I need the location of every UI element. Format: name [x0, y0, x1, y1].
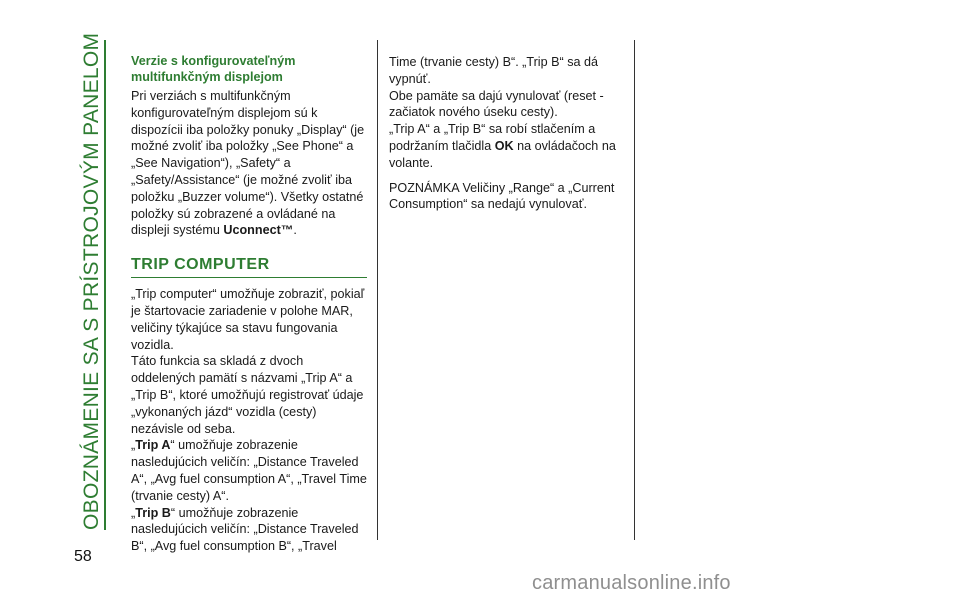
side-tab-label: OBOZNÁMENIE SA S PRÍSTROJOVÝM PANELOM: [80, 32, 103, 530]
trip-b-label: Trip B: [135, 505, 171, 520]
page-number: 58: [74, 548, 92, 565]
side-tab: [78, 32, 106, 530]
paragraph-text: “ umožňuje zobrazenie nasledujúcich veličín: „Distance Traveled A“, „Avg fuel consumption A“, „Travel Time (trvanie cesty) A“.: [131, 438, 367, 503]
paragraph-ok-button: [389, 121, 625, 171]
paragraph-memories: Táto funkcia sa skladá z dvoch oddelených pamätí s názvami „Trip A“ a „Trip B“, ktoré umožňujú registrovať údaje „vykonaných jázd“ vozidla (cesty) nezávisle od seba.: [131, 354, 364, 436]
ok-button-label: OK: [494, 138, 514, 153]
quote-open: „: [131, 438, 136, 453]
paragraph-trip-a: [131, 437, 367, 504]
quote-open: „: [131, 505, 136, 520]
paragraph-trip-b-continued: Time (trvanie cesty) B“. „Trip B“ sa dá vypnúť.: [389, 55, 599, 86]
paragraph-end: na ovládačoch na volante.: [389, 138, 616, 170]
note: POZNÁMKA Veličiny „Range“ a „Current Consumption“ sa nedajú vynulovať.: [389, 180, 615, 212]
paragraph-text: “ umožňuje zobrazenie nasledujúcich veličín: „Distance Traveled B“, „Avg fuel consumption B“, „Travel: [131, 505, 359, 554]
trip-a-label: Trip A: [135, 438, 171, 453]
paragraph-end: .: [293, 223, 297, 238]
paragraph-trip-b: [131, 505, 367, 555]
column-divider-right: [634, 40, 635, 540]
section-title: TRIP COMPUTER: [131, 255, 367, 278]
subheading: Verzie s konfigurovateľným multifunkčným displejom: [131, 54, 296, 84]
uconnect-brand: Uconnect™: [223, 223, 294, 238]
paragraph-text: Pri verziách s multifunkčným konfigurovateľným displejom sú k dispozícii iba položky ponuky „Display“ (je možné zvoliť iba položky „See Phone“ a „See Navigation“), „Safety“ a „Safety/Assistance“ (je možné zvoliť iba položku „Buzzer volume“). Všetky ostatné položky sú zobrazené a ovládané na displeji systému: [131, 89, 365, 238]
paragraph-trip-computer: „Trip computer“ umožňuje zobraziť, pokiaľ je štartovacie zariadenie v polohe MAR, veličiny týkajúce sa stavu fungovania vozidla.: [131, 287, 365, 352]
column-divider-left: [377, 40, 378, 540]
paragraph-reset: Obe pamäte sa dajú vynulovať (reset - začiatok nového úseku cesty).: [389, 88, 604, 120]
column-two: [389, 54, 625, 213]
column-one: [131, 54, 367, 555]
paragraph-text: „Trip A“ a „Trip B“ sa robí stlačením a podržaním tlačidla: [389, 122, 596, 153]
paragraph-display-versions: [131, 88, 367, 239]
watermark: carmanualsonline.info: [532, 572, 731, 594]
